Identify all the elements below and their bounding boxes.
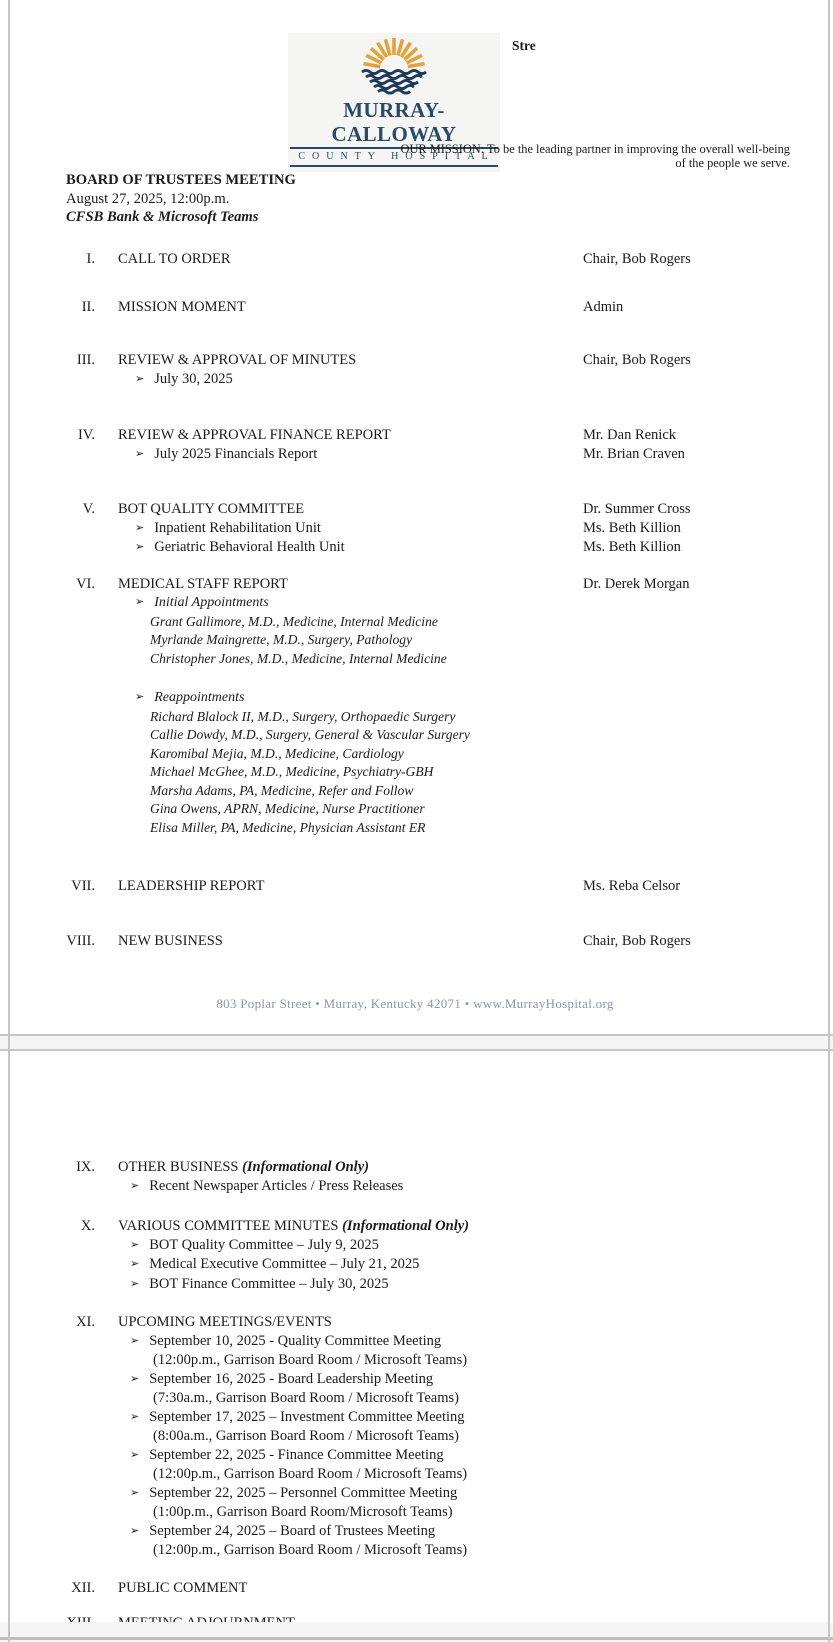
item-body [95, 1389, 583, 1408]
mission-line1: OUR MISSION: To be the leading partner in improving the overall well-being [400, 142, 790, 156]
item-body [95, 726, 583, 745]
item-body [95, 1522, 583, 1542]
bullet-text: BOT Quality Committee – July 9, 2025 [149, 1236, 379, 1253]
item-numeral [8, 1541, 95, 1560]
bottom-edge-line [0, 1637, 833, 1640]
meeting-title: BOARD OF TRUSTEES MEETING [66, 172, 296, 188]
item-numeral [8, 708, 95, 727]
item-presenter: Admin [583, 298, 624, 315]
appointment-name: Marsha Adams, PA, Medicine, Refer and Follow [150, 782, 414, 798]
item-numeral [8, 1465, 95, 1484]
bullet-arrow-icon: ➢ [130, 1237, 140, 1251]
agenda-line [8, 1446, 822, 1466]
item-presenter: Dr. Summer Cross [583, 501, 691, 517]
item-presenter [583, 1427, 822, 1446]
agenda-line [8, 1465, 822, 1484]
item-body [95, 1217, 583, 1236]
bullet-arrow-icon: ➢ [130, 1409, 140, 1423]
bullet-text: Initial Appointments [154, 595, 269, 610]
agenda-line [8, 1351, 822, 1370]
item-presenter: Ms. Beth Killion [583, 519, 681, 536]
item-numeral: X. [80, 1218, 95, 1234]
agenda-line [8, 1255, 822, 1275]
meeting-location: CFSB Bank & Microsoft Teams [66, 209, 259, 225]
item-presenter [583, 1484, 822, 1504]
stray-text: Stre [512, 38, 536, 53]
bullet-arrow-icon: ➢ [130, 1523, 140, 1537]
item-presenter [583, 1503, 822, 1522]
item-presenter [583, 1236, 822, 1256]
bullet-text: September 22, 2025 - Finance Committee Meeting [149, 1446, 444, 1463]
bullet-arrow-icon: ➢ [130, 1333, 140, 1347]
item-numeral [8, 445, 95, 465]
item-presenter [583, 1541, 822, 1560]
item-numeral: XI. [76, 1314, 95, 1330]
item-presenter: Ms. Beth Killion [583, 539, 681, 555]
item-numeral [8, 593, 95, 613]
agenda-line [8, 688, 822, 708]
agenda-line [8, 426, 822, 445]
item-body [95, 1332, 583, 1352]
item-body [95, 445, 583, 465]
item-numeral [8, 1332, 95, 1352]
item-body [95, 1236, 583, 1256]
meeting-datetime: August 27, 2025, 12:00p.m. [66, 190, 230, 207]
item-numeral: VI. [76, 575, 95, 592]
item-body [95, 1465, 583, 1484]
page1-bottom-border [0, 1034, 833, 1036]
item-body [95, 688, 583, 708]
item-body [95, 631, 583, 650]
item-body [95, 500, 583, 519]
item-presenter [583, 650, 822, 669]
item-body [95, 613, 583, 632]
item-numeral [8, 1408, 95, 1428]
item-numeral [8, 1389, 95, 1408]
agenda-line [8, 1332, 822, 1352]
item-body [95, 745, 583, 764]
item-body [95, 1158, 583, 1177]
agenda-line [8, 800, 822, 819]
item-numeral [8, 519, 95, 539]
page-footer: 803 Poplar Street • Murray, Kentucky 42071 • www.MurrayHospital.org [216, 996, 614, 1011]
item-body [95, 932, 583, 951]
item-numeral: III. [76, 352, 95, 368]
item-numeral [8, 1177, 95, 1197]
item-presenter [583, 1408, 822, 1428]
item-body [95, 1370, 583, 1390]
bullet-arrow-icon: ➢ [135, 371, 145, 385]
logo-hospital-subname: COUNTY HOSPITAL [298, 151, 495, 162]
item-body [95, 1408, 583, 1428]
agenda-line [8, 745, 822, 764]
item-body [95, 877, 583, 896]
item-presenter [583, 1275, 822, 1295]
agenda-page-1 [8, 250, 822, 950]
meeting-detail: (12:00p.m., Garrison Board Room / Microsoft Teams) [153, 1542, 468, 1558]
item-numeral [8, 763, 95, 782]
logo-hospital-name: MURRAY-CALLOWAY [331, 98, 457, 146]
item-presenter: Chair, Bob Rogers [583, 352, 691, 368]
item-numeral [8, 726, 95, 745]
item-presenter: Mr. Brian Craven [583, 445, 685, 462]
bullet-arrow-icon: ➢ [130, 1276, 140, 1290]
agenda-line [8, 298, 822, 317]
bullet-text: Inpatient Rehabilitation Unit [154, 519, 321, 536]
bullet-text: July 2025 Financials Report [154, 445, 318, 462]
item-numeral: II. [81, 298, 95, 315]
agenda-line [8, 250, 822, 269]
agenda-line [8, 1408, 822, 1428]
item-presenter [583, 1579, 822, 1598]
item-body [95, 1541, 583, 1560]
bullet-text: September 17, 2025 – Investment Committee Meeting [149, 1408, 465, 1425]
agenda-line [8, 877, 822, 896]
bullet-text: Geriatric Behavioral Health Unit [154, 539, 345, 555]
item-presenter [583, 800, 822, 819]
appointment-name: Christopher Jones, M.D., Medicine, Internal Medicine [150, 650, 447, 666]
item-numeral [8, 650, 95, 669]
meeting-detail: (7:30a.m., Garrison Board Room / Microsoft Teams) [153, 1390, 459, 1406]
appointment-name: Grant Gallimore, M.D., Medicine, Internal Medicine [150, 613, 438, 629]
agenda-line [8, 351, 822, 370]
agenda-line [8, 708, 822, 727]
bullet-text: Reappointments [154, 690, 245, 705]
mission-line2: of the people we serve. [675, 156, 790, 170]
item-numeral: IV. [77, 427, 95, 443]
sun-waves-icon [329, 35, 459, 95]
page2-top-border [0, 1049, 833, 1051]
item-presenter [583, 1522, 822, 1542]
item-body [95, 1579, 583, 1598]
item-body [95, 763, 583, 782]
meeting-detail: (1:00p.m., Garrison Board Room/Microsoft Teams) [153, 1504, 453, 1520]
item-numeral [8, 782, 95, 801]
agenda-line [8, 726, 822, 745]
bullet-arrow-icon: ➢ [135, 446, 145, 460]
meeting-detail: (8:00a.m., Garrison Board Room / Microsoft Teams) [153, 1428, 459, 1444]
bullet-text: Medical Executive Committee – July 21, 2025 [149, 1256, 420, 1272]
item-numeral [8, 370, 95, 390]
item-body [95, 250, 583, 269]
agenda-line [8, 519, 822, 539]
bullet-arrow-icon: ➢ [135, 540, 145, 553]
agenda-line [8, 1217, 822, 1236]
agenda-line [8, 445, 822, 465]
item-body [95, 1427, 583, 1446]
page-left-border [8, 0, 10, 1642]
bullet-text: September 22, 2025 – Personnel Committee Meeting [149, 1484, 458, 1501]
item-title: CALL TO ORDER [118, 251, 231, 267]
agenda-line [8, 1503, 822, 1522]
item-title: MISSION MOMENT [118, 298, 246, 315]
item-body [95, 351, 583, 370]
agenda-line [8, 1522, 822, 1542]
item-body [95, 650, 583, 669]
agenda-line [8, 613, 822, 632]
item-body [95, 575, 583, 594]
item-title: MEDICAL STAFF REPORT [118, 575, 288, 592]
item-presenter [583, 745, 822, 764]
agenda-line [8, 1177, 822, 1197]
item-body [95, 1446, 583, 1466]
item-body [95, 1177, 583, 1197]
agenda-line [8, 819, 822, 838]
agenda-line [8, 631, 822, 650]
item-numeral [8, 1236, 95, 1256]
item-body [95, 1351, 583, 1370]
item-title: REVIEW & APPROVAL OF MINUTES [118, 352, 357, 368]
bullet-text: BOT Finance Committee – July 30, 2025 [149, 1275, 389, 1292]
item-body [95, 782, 583, 801]
agenda-line [8, 1427, 822, 1446]
agenda-line [8, 1541, 822, 1560]
item-body [95, 1275, 583, 1295]
item-numeral [8, 538, 95, 558]
item-numeral [8, 1484, 95, 1504]
item-presenter [583, 613, 822, 632]
item-numeral [8, 1370, 95, 1390]
page-gap-band [0, 1036, 833, 1049]
item-title: NEW BUSINESS [118, 932, 223, 949]
item-presenter [583, 1313, 822, 1332]
item-presenter [583, 726, 822, 745]
bullet-arrow-icon: ➢ [135, 520, 145, 534]
item-body [95, 1484, 583, 1504]
item-title: LEADERSHIP REPORT [118, 878, 265, 894]
item-numeral [8, 1503, 95, 1522]
item-presenter [583, 593, 822, 613]
item-numeral [8, 1255, 95, 1275]
item-presenter: Dr. Derek Morgan [583, 575, 690, 592]
item-presenter [583, 1177, 822, 1197]
item-presenter [583, 1370, 822, 1390]
item-numeral: XII. [71, 1579, 95, 1596]
item-numeral [8, 1351, 95, 1370]
bullet-arrow-icon: ➢ [130, 1447, 140, 1461]
item-title-suffix: (Informational Only) [338, 1218, 469, 1234]
agenda-line [8, 932, 822, 951]
item-numeral [8, 613, 95, 632]
item-numeral [8, 688, 95, 708]
agenda-line [8, 370, 822, 390]
agenda-line [8, 1313, 822, 1332]
appointment-name: Gina Owens, APRN, Medicine, Nurse Practitioner [150, 801, 425, 816]
item-body [95, 1503, 583, 1522]
item-numeral [8, 1522, 95, 1542]
bullet-arrow-icon: ➢ [130, 1257, 140, 1270]
item-presenter [583, 1465, 822, 1484]
mission-statement [401, 142, 790, 170]
item-title: OTHER BUSINESS [118, 1159, 239, 1175]
item-numeral: V. [82, 501, 95, 517]
appointment-name: Myrlande Maingrette, M.D., Surgery, Pathology [150, 632, 413, 647]
agenda-line [8, 593, 822, 613]
agenda-page-2 [8, 1158, 822, 1633]
bullet-text: September 10, 2025 - Quality Committee Meeting [149, 1332, 442, 1349]
item-numeral [8, 1427, 95, 1446]
item-presenter [583, 763, 822, 782]
item-presenter [583, 782, 822, 801]
meeting-header [66, 171, 296, 227]
item-presenter: Chair, Bob Rogers [583, 251, 691, 267]
agenda-line [8, 1236, 822, 1256]
bullet-text: September 24, 2025 – Board of Trustees Meeting [149, 1522, 436, 1539]
item-presenter [583, 370, 822, 390]
item-presenter [583, 1332, 822, 1352]
item-presenter [583, 688, 822, 708]
item-numeral [8, 1446, 95, 1466]
agenda-line [8, 650, 822, 669]
appointment-name: Richard Blalock II, M.D., Surgery, Orthopaedic Surgery [150, 708, 456, 724]
item-presenter [583, 1255, 822, 1275]
item-title: VARIOUS COMMITTEE MINUTES [118, 1218, 339, 1234]
item-presenter: Ms. Reba Celsor [583, 878, 681, 894]
appointment-name: Michael McGhee, M.D., Medicine, Psychiatry-GBH [150, 764, 434, 779]
item-body [95, 1313, 583, 1332]
item-body [95, 519, 583, 539]
agenda-line [8, 1389, 822, 1408]
item-presenter [583, 1389, 822, 1408]
page-right-border [828, 0, 830, 1642]
item-presenter: Chair, Bob Rogers [583, 932, 691, 949]
item-body [95, 708, 583, 727]
item-presenter [583, 1217, 822, 1236]
item-numeral: IX. [76, 1159, 95, 1175]
agenda-line [8, 1484, 822, 1504]
item-presenter: Mr. Dan Renick [583, 427, 677, 443]
appointment-name: Karomibal Mejia, M.D., Medicine, Cardiology [150, 745, 404, 761]
bullet-text: July 30, 2025 [154, 370, 233, 387]
meeting-detail: (12:00p.m., Garrison Board Room / Microsoft Teams) [153, 1352, 468, 1368]
agenda-line [8, 538, 822, 558]
item-presenter [583, 631, 822, 650]
item-title: UPCOMING MEETINGS/EVENTS [118, 1314, 332, 1330]
item-numeral [8, 800, 95, 819]
item-body [95, 1255, 583, 1275]
item-numeral: VIII. [66, 932, 95, 949]
bullet-arrow-icon: ➢ [135, 690, 145, 703]
appointment-name: Elisa Miller, PA, Medicine, Physician Assistant ER [150, 819, 426, 835]
agenda-line [8, 575, 822, 594]
item-numeral [8, 745, 95, 764]
bullet-text: September 16, 2025 - Board Leadership Meeting [149, 1370, 434, 1387]
item-presenter [583, 819, 822, 838]
item-numeral [8, 1275, 95, 1295]
item-title-suffix: (Informational Only) [238, 1159, 369, 1175]
item-body [95, 593, 583, 613]
item-title: REVIEW & APPROVAL FINANCE REPORT [118, 427, 391, 443]
item-numeral: VII. [71, 878, 95, 894]
item-numeral [8, 819, 95, 838]
appointment-name: Callie Dowdy, M.D., Surgery, General & Vascular Surgery [150, 727, 470, 742]
item-body [95, 538, 583, 558]
agenda-line [8, 1370, 822, 1390]
agenda-line [8, 1275, 822, 1295]
item-title: BOT QUALITY COMMITTEE [118, 501, 305, 517]
item-numeral: I. [86, 251, 95, 267]
bullet-text: Recent Newspaper Articles / Press Releases [149, 1177, 404, 1194]
item-presenter [583, 1446, 822, 1466]
item-body [95, 370, 583, 390]
item-presenter [583, 1158, 822, 1177]
bullet-arrow-icon: ➢ [130, 1178, 140, 1192]
agenda-line [8, 782, 822, 801]
agenda-line [8, 1158, 822, 1177]
item-body [95, 426, 583, 445]
agenda-line [8, 763, 822, 782]
item-body [95, 298, 583, 317]
meeting-detail: (12:00p.m., Garrison Board Room / Microsoft Teams) [153, 1466, 468, 1482]
item-body [95, 819, 583, 838]
item-presenter [583, 1351, 822, 1370]
agenda-line [8, 1579, 822, 1598]
agenda-line [8, 500, 822, 519]
item-presenter [583, 708, 822, 727]
item-title: PUBLIC COMMENT [118, 1579, 248, 1596]
item-body [95, 800, 583, 819]
item-numeral [8, 631, 95, 650]
bullet-arrow-icon: ➢ [135, 595, 145, 608]
bullet-arrow-icon: ➢ [130, 1485, 140, 1499]
bullet-arrow-icon: ➢ [130, 1371, 140, 1385]
